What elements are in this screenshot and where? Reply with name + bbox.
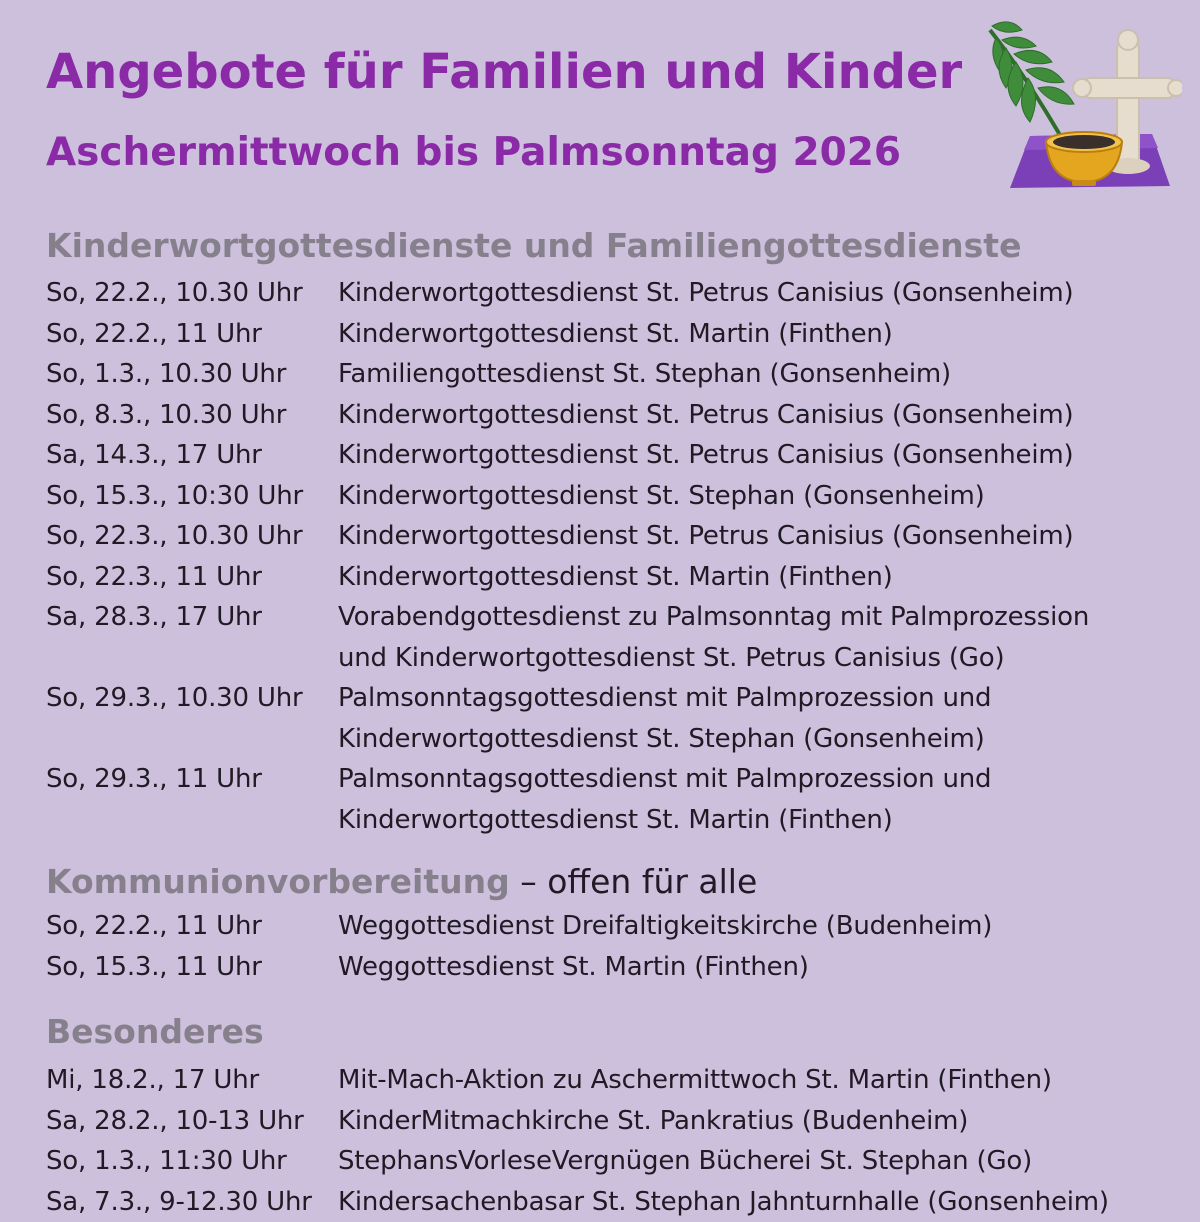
section-heading (46, 1012, 264, 1051)
event-description: Vorabendgottesdienst zu Palmsonntag mit Palmprozession (338, 597, 1089, 638)
event-date: So, 22.2., 11 Uhr (46, 906, 336, 947)
event-date: Sa, 14.3., 17 Uhr (46, 435, 336, 476)
event-date: So, 22.3., 11 Uhr (46, 557, 336, 598)
event-date: So, 29.3., 11 Uhr (46, 759, 336, 800)
event-date: Sa, 28.2., 10-13 Uhr (46, 1101, 336, 1142)
event-description: Kinderwortgottesdienst St. Martin (Finthen) (338, 557, 893, 598)
event-description: Kinderwortgottesdienst St. Martin (Finthen) (338, 800, 893, 841)
event-description: Weggottesdienst Dreifaltigkeitskirche (Budenheim) (338, 906, 992, 947)
event-date: So, 15.3., 11 Uhr (46, 947, 336, 988)
event-date: Mi, 18.2., 17 Uhr (46, 1060, 336, 1101)
event-description: Palmsonntagsgottesdienst mit Palmprozession und (338, 678, 991, 719)
event-description: Kinderwortgottesdienst St. Stephan (Gonsenheim) (338, 476, 985, 517)
section-heading-text: Kommunionvorbereitung (46, 862, 510, 901)
page-subtitle: Aschermittwoch bis Palmsonntag 2026 (46, 130, 901, 175)
palm-branch-icon (990, 22, 1074, 142)
event-description: StephansVorleseVergnügen Bücherei St. Stephan (Go) (338, 1141, 1032, 1182)
event-date: So, 1.3., 10.30 Uhr (46, 354, 336, 395)
event-date: So, 29.3., 10.30 Uhr (46, 678, 336, 719)
event-date: Sa, 28.3., 17 Uhr (46, 597, 336, 638)
section-heading-suffix: – offen für alle (510, 862, 758, 901)
event-date: So, 1.3., 11:30 Uhr (46, 1141, 336, 1182)
event-description: Kinderwortgottesdienst St. Martin (Finthen) (338, 314, 893, 355)
event-description: Mit-Mach-Aktion zu Aschermittwoch St. Martin (Finthen) (338, 1060, 1052, 1101)
event-description: Kinderwortgottesdienst St. Petrus Canisius (Gonsenheim) (338, 395, 1073, 436)
section-heading (46, 226, 1021, 265)
event-description: Weggottesdienst St. Martin (Finthen) (338, 947, 809, 988)
palm-cross-ash-bowl-icon (986, 16, 1182, 192)
event-date: So, 8.3., 10.30 Uhr (46, 395, 336, 436)
section-heading-text: Kinderwortgottesdienste und Familiengottesdienste (46, 226, 1021, 265)
page-title: Angebote für Familien und Kinder (46, 44, 962, 100)
event-description: Kinderwortgottesdienst St. Petrus Canisius (Gonsenheim) (338, 273, 1073, 314)
event-description: KinderMitmachkirche St. Pankratius (Budenheim) (338, 1101, 968, 1142)
event-description: Familiengottesdienst St. Stephan (Gonsenheim) (338, 354, 951, 395)
event-description: Kinderwortgottesdienst St. Petrus Canisius (Gonsenheim) (338, 435, 1073, 476)
event-description: Kindersachenbasar St. Stephan Jahnturnhalle (Gonsenheim) (338, 1182, 1109, 1222)
section-heading-text: Besonderes (46, 1012, 264, 1051)
event-description: Palmsonntagsgottesdienst mit Palmprozession und (338, 759, 991, 800)
event-description: Kinderwortgottesdienst St. Petrus Canisius (Gonsenheim) (338, 516, 1073, 557)
event-date: So, 22.3., 10.30 Uhr (46, 516, 336, 557)
event-date: Sa, 7.3., 9-12.30 Uhr (46, 1182, 336, 1222)
event-description: Kinderwortgottesdienst St. Stephan (Gonsenheim) (338, 719, 985, 760)
event-date: So, 22.2., 11 Uhr (46, 314, 336, 355)
event-description: und Kinderwortgottesdienst St. Petrus Canisius (Go) (338, 638, 1004, 679)
section-heading (46, 862, 757, 901)
event-date: So, 22.2., 10.30 Uhr (46, 273, 336, 314)
event-date: So, 15.3., 10:30 Uhr (46, 476, 336, 517)
